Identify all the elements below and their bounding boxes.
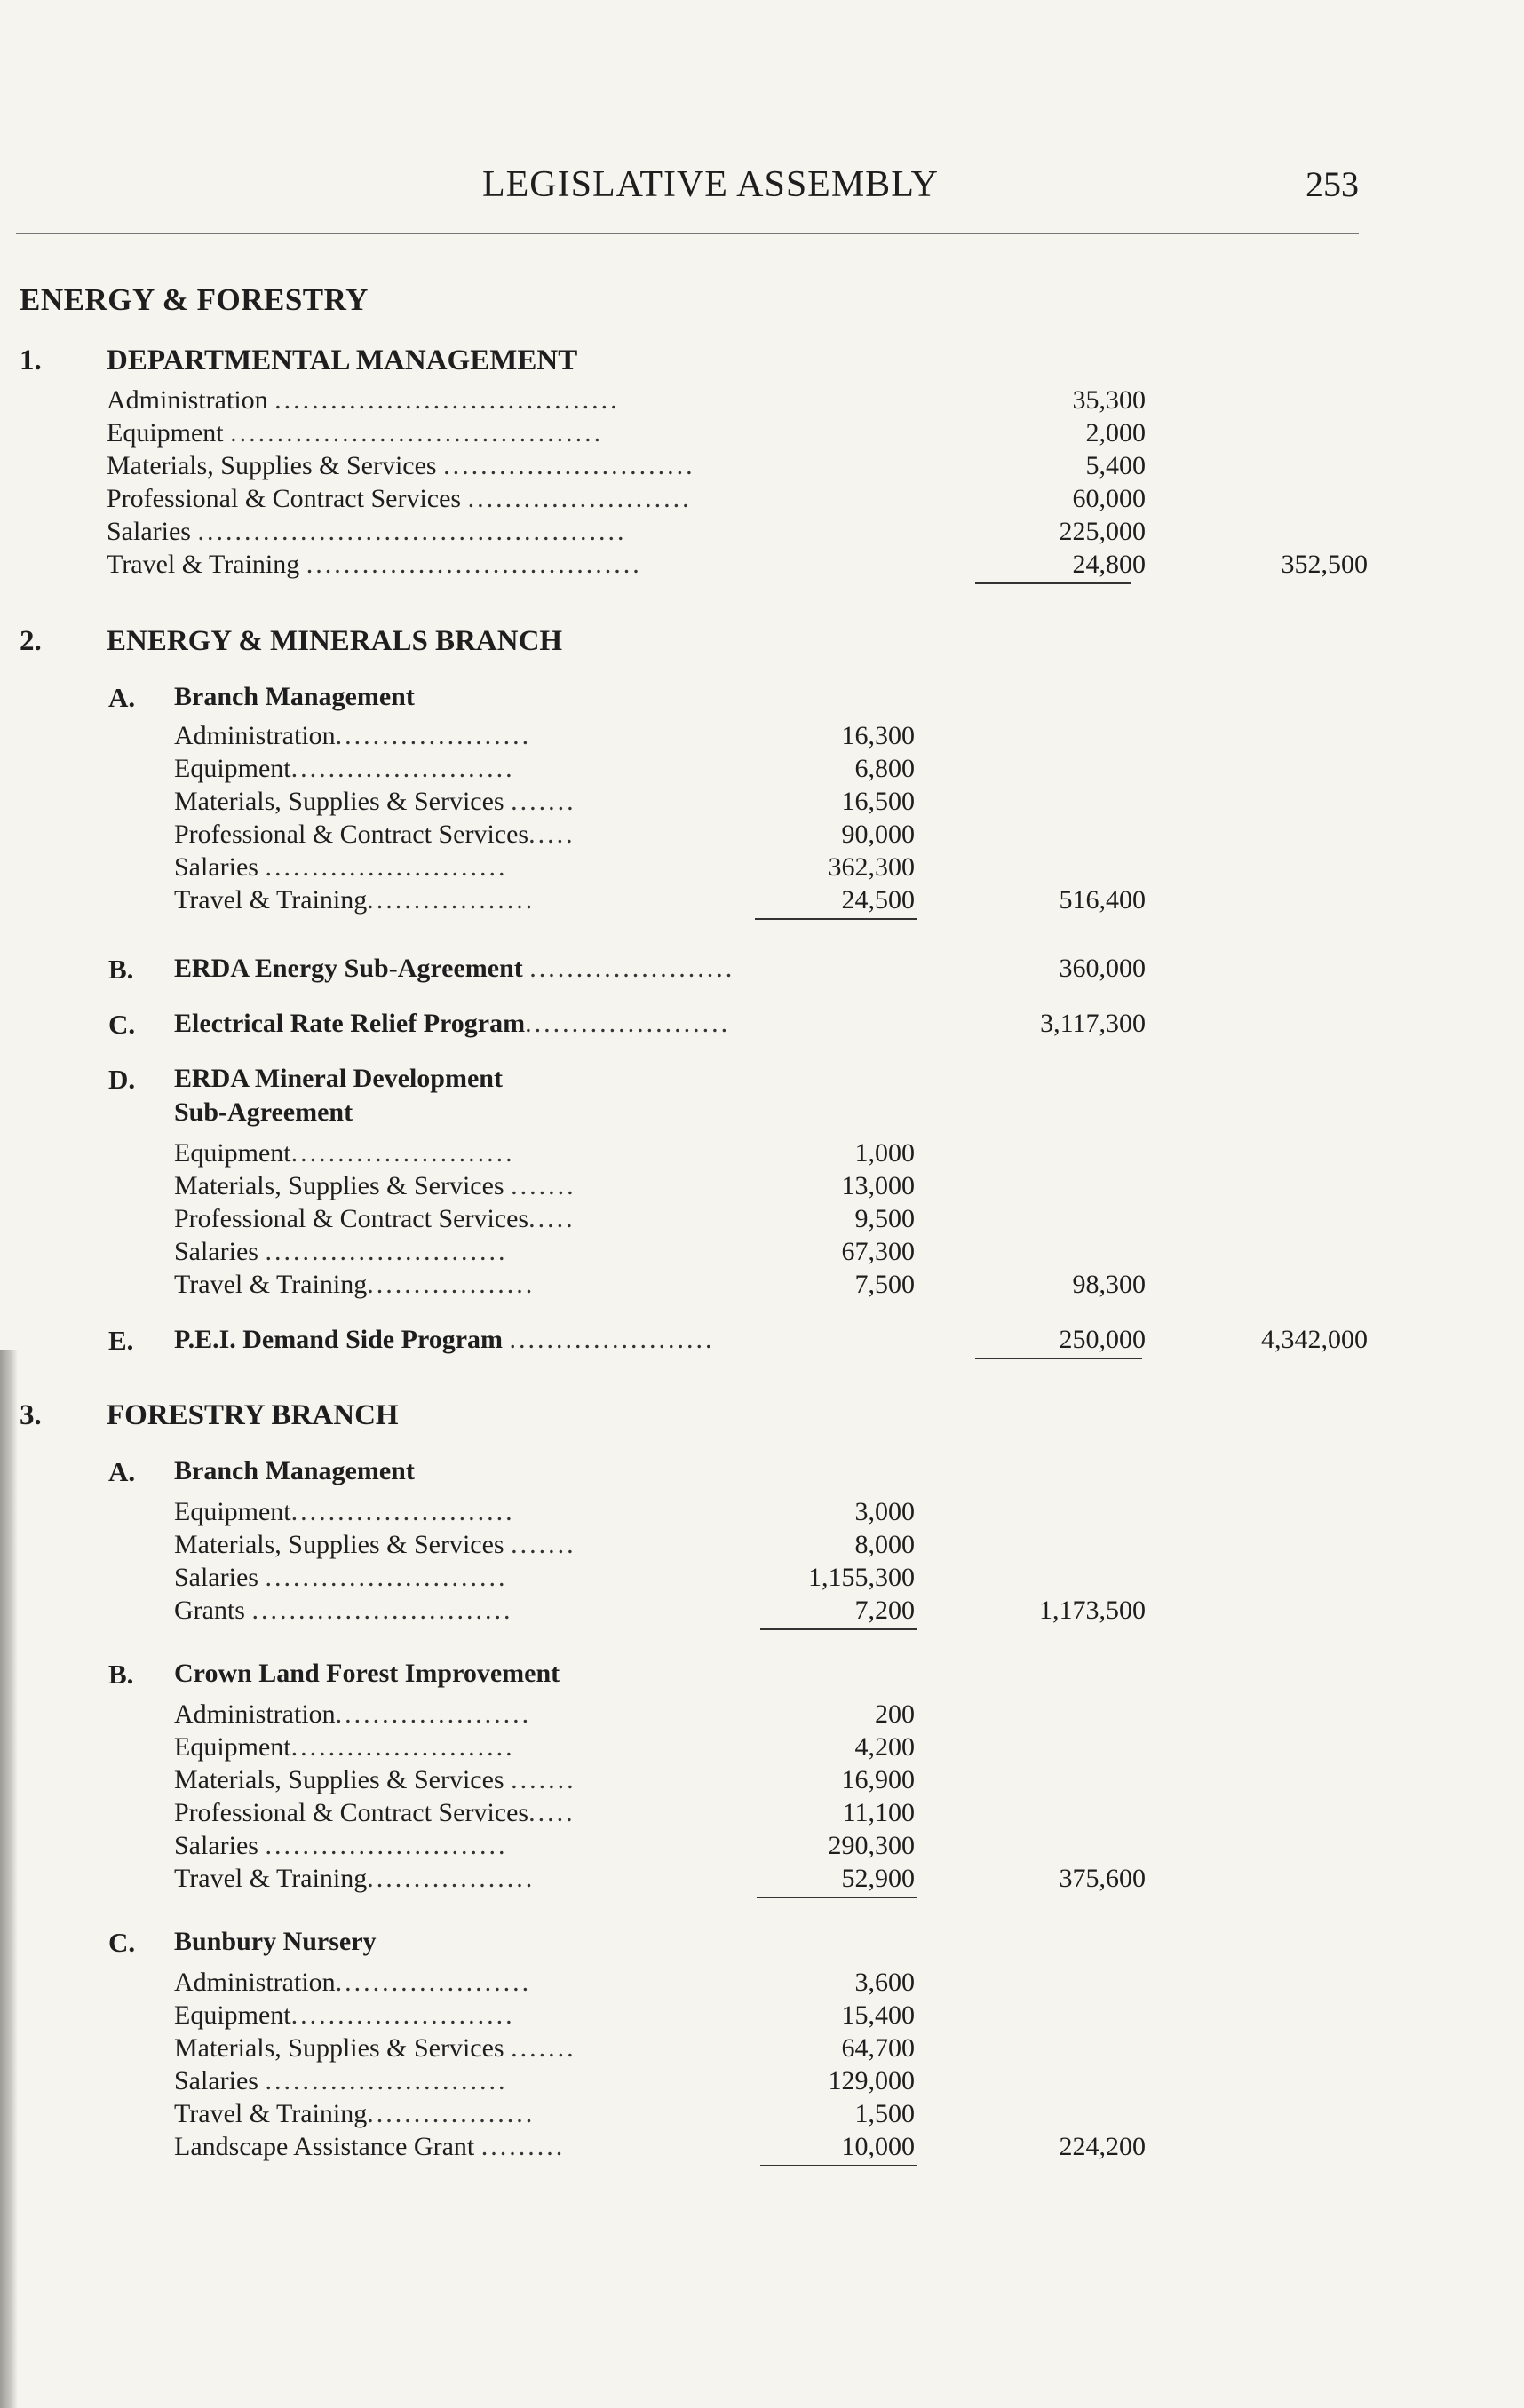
line-amount: 11,100 bbox=[842, 1798, 915, 1827]
line-label: Administration bbox=[174, 1699, 336, 1729]
line-amount: 10,000 bbox=[841, 2132, 915, 2161]
line-amount: 6,800 bbox=[854, 754, 915, 783]
section-title: FORESTRY BRANCH bbox=[107, 1399, 399, 1431]
line-item: Professional & Contract Services ........................ bbox=[107, 484, 692, 513]
line-label: Materials, Supplies & Services bbox=[107, 451, 437, 480]
line-item: Travel & Training.................. bbox=[174, 885, 536, 915]
line-label: Salaries bbox=[174, 1831, 258, 1860]
subtotal-underline bbox=[975, 1358, 1142, 1359]
line-label: Materials, Supplies & Services bbox=[174, 1765, 504, 1794]
line-item: Salaries .............................................. bbox=[107, 517, 627, 546]
subsection-title: ERDA Mineral Development bbox=[174, 1064, 503, 1093]
subsection-total: 98,300 bbox=[1072, 1270, 1146, 1299]
subtotal-underline bbox=[760, 2165, 917, 2166]
line-amount: 24,500 bbox=[841, 885, 915, 915]
section-number: 3. bbox=[20, 1399, 42, 1431]
line-label: Administration bbox=[107, 385, 268, 415]
line-amount: 15,400 bbox=[841, 2000, 915, 2030]
line-amount: 67,300 bbox=[841, 1237, 915, 1266]
section-number: 1. bbox=[20, 345, 42, 376]
subsection-letter: C. bbox=[108, 1009, 136, 1040]
line-amount: 64,700 bbox=[841, 2033, 915, 2063]
line-label: Equipment bbox=[174, 1497, 291, 1526]
subtotal-underline bbox=[760, 1628, 917, 1630]
line-amount: 60,000 bbox=[1072, 484, 1146, 513]
subsection-total: 360,000 bbox=[1059, 954, 1146, 983]
line-label: Landscape Assistance Grant bbox=[174, 2132, 475, 2161]
subsection-title-continued: Sub-Agreement bbox=[174, 1097, 353, 1127]
line-label: Equipment bbox=[174, 1138, 291, 1168]
line-label: Professional & Contract Services bbox=[107, 484, 462, 513]
line-amount: 1,155,300 bbox=[808, 1563, 915, 1592]
line-amount: 90,000 bbox=[841, 820, 915, 849]
line-item: Professional & Contract Services..... bbox=[174, 1798, 575, 1827]
line-amount: 5,400 bbox=[1085, 451, 1146, 480]
line-label: Equipment bbox=[174, 1732, 291, 1762]
line-label: Equipment bbox=[174, 2000, 291, 2030]
subsection-total: 250,000 bbox=[1059, 1325, 1146, 1354]
line-amount: 16,900 bbox=[841, 1765, 915, 1794]
subsection-title: Electrical Rate Relief Program bbox=[174, 1009, 526, 1038]
line-label: Salaries bbox=[174, 2066, 258, 2095]
line-item: Salaries .......................... bbox=[174, 2066, 508, 2095]
book-spine-shadow bbox=[0, 1350, 18, 2408]
line-item: Administration..................... bbox=[174, 721, 532, 750]
line-label: Materials, Supplies & Services bbox=[174, 2033, 504, 2063]
line-label: Travel & Training bbox=[174, 1270, 368, 1299]
header-rule bbox=[16, 233, 1359, 234]
subsection-total: 516,400 bbox=[1059, 885, 1146, 915]
line-item: Equipment........................ bbox=[174, 2000, 515, 2030]
subsection-letter: D. bbox=[108, 1064, 136, 1095]
subsection-letter: E. bbox=[108, 1325, 134, 1356]
line-label: Travel & Training bbox=[174, 2099, 368, 2128]
line-amount: 200 bbox=[875, 1699, 915, 1729]
line-amount: 9,500 bbox=[854, 1204, 915, 1233]
line-item: Administration..................... bbox=[174, 1699, 532, 1729]
section-number: 2. bbox=[20, 625, 42, 657]
line-label: Professional & Contract Services bbox=[174, 1798, 529, 1827]
line-item: Materials, Supplies & Services ....... bbox=[174, 1171, 576, 1200]
line-amount: 52,900 bbox=[841, 1864, 915, 1893]
subsection-title: Branch Management bbox=[174, 1456, 415, 1485]
line-item: Salaries .......................... bbox=[174, 852, 508, 882]
line-amount: 4,200 bbox=[854, 1732, 915, 1762]
line-amount: 2,000 bbox=[1085, 418, 1146, 448]
line-item: Professional & Contract Services..... bbox=[174, 820, 575, 849]
line-item: Grants ............................ bbox=[174, 1596, 513, 1625]
subsection-letter: C. bbox=[108, 1927, 136, 1958]
line-item: Equipment........................ bbox=[174, 754, 515, 783]
line-item: Equipment........................ bbox=[174, 1138, 515, 1168]
section-total: 4,342,000 bbox=[1261, 1325, 1368, 1354]
subsection-total: 375,600 bbox=[1059, 1864, 1146, 1893]
running-header: LEGISLATIVE ASSEMBLY bbox=[482, 164, 939, 205]
line-label: Professional & Contract Services bbox=[174, 820, 529, 849]
line-item: Materials, Supplies & Services ........................... bbox=[107, 451, 695, 480]
line-amount: 16,500 bbox=[841, 787, 915, 816]
line-label: Salaries bbox=[174, 852, 258, 882]
line-amount: 3,600 bbox=[854, 1968, 915, 1997]
line-label: Materials, Supplies & Services bbox=[174, 1171, 504, 1200]
line-amount: 35,300 bbox=[1072, 385, 1146, 415]
line-label: Equipment bbox=[107, 418, 224, 448]
line-item: Electrical Rate Relief Program...................... bbox=[174, 1009, 731, 1038]
subsection-letter: A. bbox=[108, 1456, 136, 1487]
line-item: P.E.I. Demand Side Program ...................... bbox=[174, 1325, 715, 1354]
subsection-letter: B. bbox=[108, 954, 134, 985]
line-label: Administration bbox=[174, 721, 336, 750]
line-item: Travel & Training.................. bbox=[174, 1864, 536, 1893]
line-item: Professional & Contract Services..... bbox=[174, 1204, 575, 1233]
subtotal-underline bbox=[975, 582, 1131, 584]
line-item: Equipment........................ bbox=[174, 1497, 515, 1526]
line-label: Materials, Supplies & Services bbox=[174, 787, 504, 816]
subsection-title: ERDA Energy Sub-Agreement bbox=[174, 954, 523, 983]
line-amount: 7,200 bbox=[854, 1596, 915, 1625]
line-item: Equipment........................ bbox=[174, 1732, 515, 1762]
subsection-letter: A. bbox=[108, 682, 136, 713]
line-amount: 225,000 bbox=[1059, 517, 1146, 546]
line-item: Equipment ........................................ bbox=[107, 418, 604, 448]
line-amount: 16,300 bbox=[841, 721, 915, 750]
line-amount: 24,800 bbox=[1072, 550, 1146, 579]
line-amount: 3,000 bbox=[854, 1497, 915, 1526]
subsection-title: Bunbury Nursery bbox=[174, 1927, 377, 1956]
line-item: Salaries .......................... bbox=[174, 1237, 508, 1266]
subsection-total: 1,173,500 bbox=[1039, 1596, 1146, 1625]
line-item: Materials, Supplies & Services ....... bbox=[174, 1530, 576, 1559]
section-title: DEPARTMENTAL MANAGEMENT bbox=[107, 345, 578, 376]
line-label: Salaries bbox=[174, 1563, 258, 1592]
subtotal-underline bbox=[757, 1897, 917, 1898]
subsection-total: 3,117,300 bbox=[1040, 1009, 1146, 1038]
line-item: Travel & Training .................................... bbox=[107, 550, 642, 579]
line-amount: 8,000 bbox=[854, 1530, 915, 1559]
line-item: Salaries .......................... bbox=[174, 1563, 508, 1592]
line-item: Materials, Supplies & Services ....... bbox=[174, 2033, 576, 2063]
line-item: Materials, Supplies & Services ....... bbox=[174, 787, 576, 816]
page-number: 253 bbox=[1306, 164, 1359, 204]
line-amount: 362,300 bbox=[828, 852, 915, 882]
line-item: ERDA Energy Sub-Agreement ...................... bbox=[174, 954, 735, 983]
line-label: Professional & Contract Services bbox=[174, 1204, 529, 1233]
line-item: Travel & Training.................. bbox=[174, 2099, 536, 2128]
subsection-letter: B. bbox=[108, 1659, 134, 1690]
page-title: ENERGY & FORESTRY bbox=[20, 282, 369, 317]
line-label: Travel & Training bbox=[174, 1864, 368, 1893]
line-amount: 129,000 bbox=[828, 2066, 915, 2095]
line-label: Salaries bbox=[107, 517, 191, 546]
line-amount: 1,500 bbox=[854, 2099, 915, 2128]
line-item: Materials, Supplies & Services ....... bbox=[174, 1765, 576, 1794]
line-amount: 1,000 bbox=[854, 1138, 915, 1168]
subsection-title: Branch Management bbox=[174, 682, 415, 711]
subsection-total: 224,200 bbox=[1059, 2132, 1146, 2161]
subtotal-underline bbox=[755, 918, 917, 920]
section-title: ENERGY & MINERALS BRANCH bbox=[107, 625, 563, 657]
line-label: Administration bbox=[174, 1968, 336, 1997]
line-label: Travel & Training bbox=[174, 885, 368, 915]
line-item: Landscape Assistance Grant ......... bbox=[174, 2132, 566, 2161]
line-item: Travel & Training.................. bbox=[174, 1270, 536, 1299]
line-amount: 7,500 bbox=[854, 1270, 915, 1299]
line-item: Salaries .......................... bbox=[174, 1831, 508, 1860]
line-item: Administration ..................................... bbox=[107, 385, 620, 415]
line-label: Travel & Training bbox=[107, 550, 300, 579]
subsection-title: P.E.I. Demand Side Program bbox=[174, 1325, 504, 1354]
line-item: Administration..................... bbox=[174, 1968, 532, 1997]
line-label: Equipment bbox=[174, 754, 291, 783]
line-label: Grants bbox=[174, 1596, 245, 1625]
line-amount: 290,300 bbox=[828, 1831, 915, 1860]
section-total: 352,500 bbox=[1281, 550, 1368, 579]
line-label: Materials, Supplies & Services bbox=[174, 1530, 504, 1559]
line-label: Salaries bbox=[174, 1237, 258, 1266]
line-amount: 13,000 bbox=[841, 1171, 915, 1200]
subsection-title: Crown Land Forest Improvement bbox=[174, 1659, 560, 1688]
